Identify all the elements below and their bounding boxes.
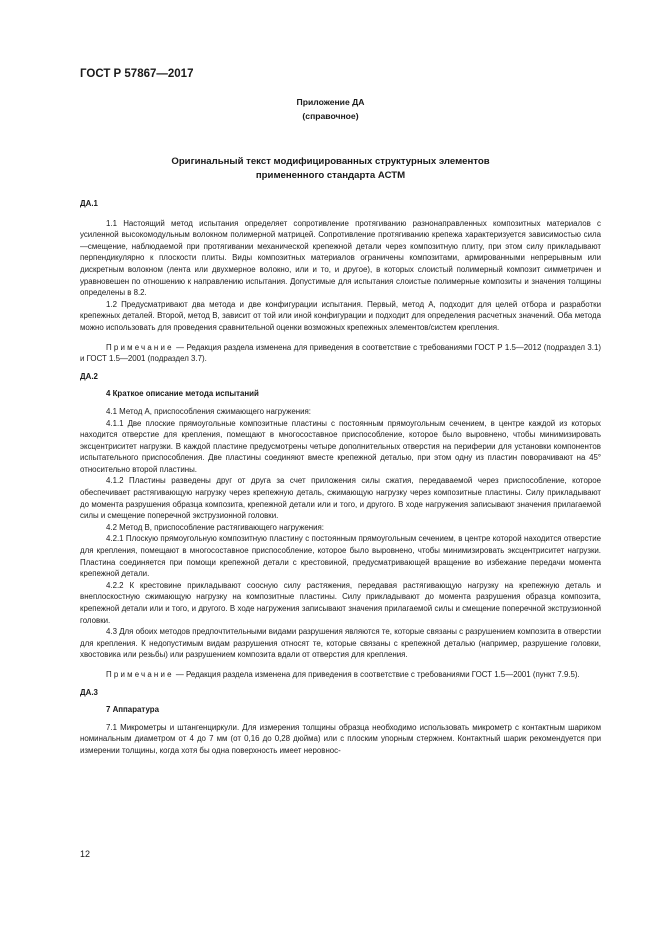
section-label-da3: ДА.3 [80,687,98,697]
note-text: — Редакция раздела изменена для приведения в соответствие с требованиями ГОСТ Р 1.5—2012 (подраздел 3.1) и ГОСТ 1.5—2001 (подраздел 3.7). [80,342,601,364]
title-line-2: примененного стандарта АСТМ [255,170,406,181]
title-line-1: Оригинальный текст модифицированных структурных элементов [171,156,490,167]
note-da2 [80,669,601,681]
appendix-name: Приложение ДА [296,97,365,107]
section-heading-7: 7 Аппаратура [106,705,159,715]
paragraph-4-2: 4.2 Метод В, приспособление растягивающего нагружения: [106,522,324,532]
section-heading-4: 4 Краткое описание метода испытаний [106,389,259,399]
appendix-type: (справочное) [302,111,359,121]
paragraph-1-1: 1.1 Настоящий метод испытания определяет сопротивление протягиванию разнонаправленных композитных материалов с усиленной высокомодульным волокном полимерной матрицей. Сопротивление протягиванию крепежа характеризуется зависимостью сила—смещение, наблюдаемой при протягивании механической крепежной детали через композитную плиту, при этом силу прикладывают перпендикулярно к плоскости плиты. Виды композитных материалов ограничены композитами, армированными непрерывным или дискретным волокном (лента или двухмерное волокно, или и то, и другое), в которых слоистый полимерный композит симметричен и уравновешен по отношению к направлению испытания. Допустимые для испытания слоистые полимерные композиты и значения толщины определены в 8.2. [80,218,601,298]
paragraph-4-2-2: 4.2.2 К крестовине прикладывают соосную силу растяжения, передавая растягивающую нагрузку на крепежную деталь и внеплоскостную сжимающую нагрузку на композитные пластины. Силу прикладывают до момента разрушения образца композита, крепежной детали или и того, и другого. В ходе нагружения записывают значения прилагаемой силы и смещение поперечной экструзионной головки. [80,580,601,625]
note-da1 [80,342,601,365]
paragraph-4-3: 4.3 Для обоих методов предпочтительными видами разрушения являются те, которые связаны с разрушением композита в отверстии для крепления. К недопустимым видам разрушения относят те, которые связаны с крепежной деталью (например, разрушение головки, хвостовика или резьбы) или разрушением композита вдали от отверстия для крепления. [80,627,601,660]
paragraph-4-1: 4.1 Метод А, приспособления сжимающего нагружения: [106,406,312,416]
document-title [80,155,581,183]
page-number: 12 [80,849,91,859]
note-label: Примечание [106,669,174,679]
note-text: — Редакция раздела изменена для приведения в соответствие с требованиями ГОСТ 1.5—2001 (пункт 7.9.5). [175,669,580,679]
section-label-da1: ДА.1 [80,199,98,208]
paragraph-4-2-1: 4.2.1 Плоскую прямоугольную композитную пластину с постоянным прямоугольным сечением, в центре которой находится отверстие для крепления, помещают в многосоставное приспособление, которое было выровнено, чтобы минимизировать эксцентриситет нагрузки. Пластина соединяется при помощи крепежной детали с крестовиной, предусматривающей вращение во избежание передачи момента крепежной детали. [80,534,601,579]
paragraph-4-1-1: 4.1.1 Две плоские прямоугольные композитные пластины с постоянным прямоугольным сечением, в центре каждой из которых находится отверстие для крепления, помещают в многосоставное приспособление, которое было выровнено, чтобы минимизировать эксцентриситет нагрузки. В каждой пластине предусмотрены четыре дополнительных отверстия на периферии для установки компонентов испытательного приспособления. Две пластины соединяют вместе крепежной деталью, при этом одну из пластин поворачивают на 45° относительно второй пластины. [80,418,601,474]
paragraph-7-1: 7.1 Микрометры и штангенциркули. Для измерения толщины образца необходимо использовать микрометр с контактным шариком номинальным диаметром от 4 до 7 мм (от 0,16 до 0,28 дюйма) или с плоским упорным стержнем. Контактный шарик рекомендуется при измерении толщины, когда хотя бы одна поверхность имеет неровнос- [80,722,601,755]
paragraph-4-1-2: 4.1.2 Пластины разведены друг от друга за счет приложения силы сжатия, передаваемой через приспособление, которое обеспечивает растягивающую нагрузку через крепежную деталь, сжимающую нагрузку через композитные пластины. Силу прикладывают до момента разрушения образца композита, крепежной детали или и того, и другого. В ходе нагружения записывают значения прилагаемой силы и смещение поперечной экструзионной головки. [80,476,601,521]
paragraph-1-2: 1.2 Предусматривают два метода и две конфигурации испытания. Первый, метод А, подходит для целей отбора и разработки крепежных деталей. Второй, метод В, зависит от той или иной конфигурации и подходит для определения расчетных значений. Оба метода можно использовать для проведения сравнительной оценки возможных крепежных элементов/систем крепления. [80,299,601,332]
document-body [80,198,601,757]
note-label: Примечание [106,342,174,352]
standard-header: ГОСТ Р 57867—2017 [80,68,194,80]
section-label-da2: ДА.2 [80,371,98,381]
